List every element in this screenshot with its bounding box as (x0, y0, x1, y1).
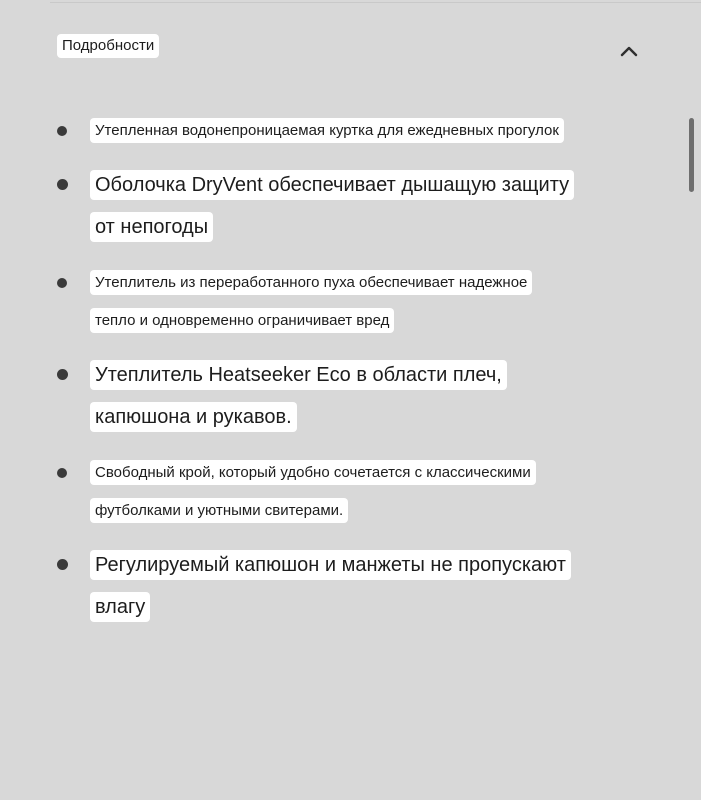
collapse-section-button[interactable] (615, 38, 643, 66)
chevron-up-icon (617, 40, 641, 64)
list-item-line (90, 360, 651, 390)
vertical-scrollbar-track[interactable] (689, 0, 695, 800)
highlighted-text: от непогоды (90, 212, 213, 242)
bullet-dot-icon (57, 179, 68, 190)
list-item-line (90, 592, 651, 622)
list-item-text (90, 360, 701, 432)
list-item-text (90, 170, 701, 242)
list-item-text (90, 550, 701, 622)
list-item-line (90, 212, 651, 242)
bullet-dot-icon (57, 278, 67, 288)
list-item (0, 270, 701, 333)
list-item-line (90, 308, 651, 333)
list-item (0, 118, 701, 143)
list-item (0, 550, 701, 622)
highlighted-text: Регулируемый капюшон и манжеты не пропускают (90, 550, 571, 580)
bullet-dot-icon (57, 559, 68, 570)
highlighted-text: тепло и одновременно ограничивает вред (90, 308, 394, 333)
section-title-container (57, 34, 159, 58)
list-item-text (90, 118, 701, 143)
details-section-header[interactable] (0, 34, 701, 70)
list-item-line (90, 550, 651, 580)
list-item-line (90, 402, 651, 432)
highlighted-text: Утепленная водонепроницаемая куртка для ежедневных прогулок (90, 118, 564, 143)
list-item-line (90, 498, 651, 523)
list-item (0, 360, 701, 432)
list-item-text (90, 460, 701, 523)
bullet-dot-icon (57, 126, 67, 136)
list-item (0, 170, 701, 242)
list-item-line (90, 270, 651, 295)
highlighted-text: футболками и уютными свитерами. (90, 498, 348, 523)
highlighted-text: Утеплитель Heatseeker Eco в области плеч, (90, 360, 507, 390)
top-divider (50, 2, 701, 3)
highlighted-text: капюшона и рукавов. (90, 402, 297, 432)
page-title: Подробности (57, 34, 159, 58)
list-item-line (90, 460, 651, 485)
list-item-text (90, 270, 701, 333)
list-item-line (90, 170, 651, 200)
details-bullet-list (0, 118, 701, 650)
highlighted-text: Оболочка DryVent обеспечивает дышащую защиту (90, 170, 574, 200)
list-item-line (90, 118, 651, 143)
highlighted-text: влагу (90, 592, 150, 622)
highlighted-text: Свободный крой, который удобно сочетается с классическими (90, 460, 536, 485)
bullet-dot-icon (57, 369, 68, 380)
highlighted-text: Утеплитель из переработанного пуха обеспечивает надежное (90, 270, 532, 295)
list-item (0, 460, 701, 523)
bullet-dot-icon (57, 468, 67, 478)
vertical-scrollbar-thumb[interactable] (689, 118, 694, 192)
